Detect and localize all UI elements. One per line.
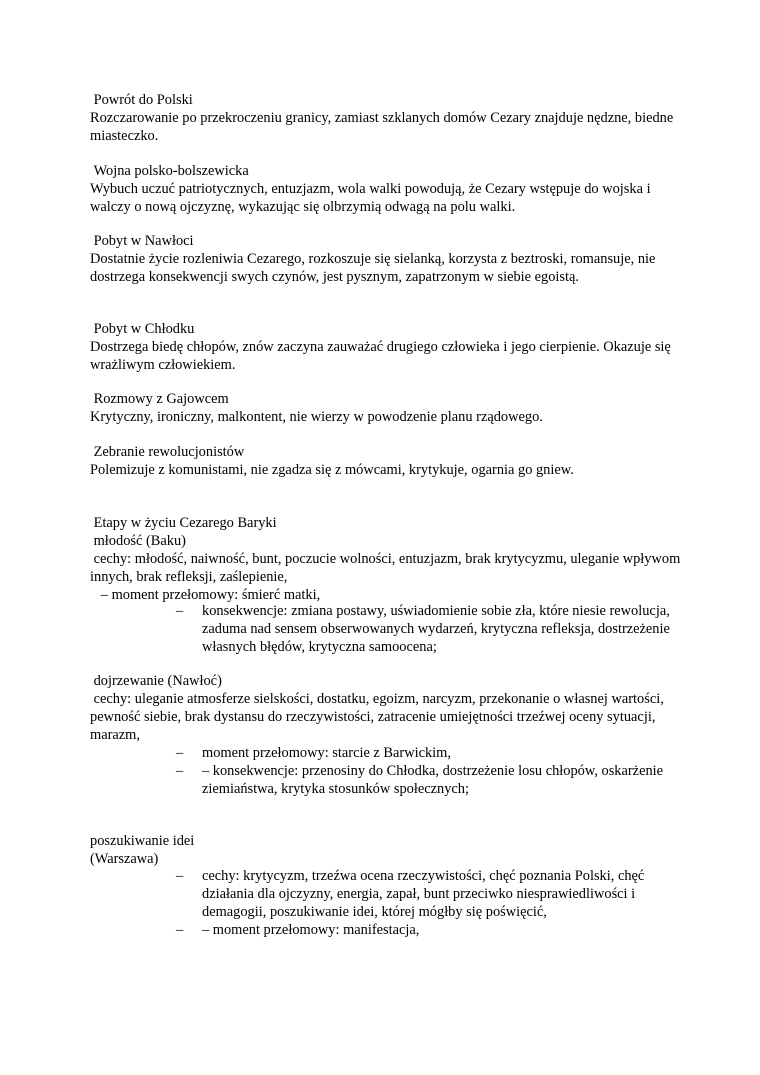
section-chlodek [90, 320, 690, 374]
list-item: – – konsekwencje: przenosiny do Chłodka, dostrzeżenie losu chłopów, oskarżenie ziemiaństwa, krytyka stosunków społecznych; [176, 763, 664, 797]
dash-bullet: – [176, 603, 184, 619]
stage1-bullets [176, 602, 676, 656]
section-powrot [90, 91, 690, 145]
section-heading: Wojna polsko-bolszewicka [90, 163, 249, 179]
section-body: Rozczarowanie po przekroczeniu granicy, zamiast szklanych domów Cezary znajduje nędzne, biedne miasteczko. [90, 110, 677, 144]
list-item: – konsekwencje: zmiana postawy, uświadomienie sobie zła, które niesie rewolucja, zaduma nad sensem obserwowanych wydarzeń, krytyczna refleksja, dostrzeżenie własnych błędów, krytyczna samoocena; [176, 603, 670, 655]
section-heading: Pobyt w Chłodku [90, 321, 195, 337]
dash-bullet: – [176, 922, 184, 938]
section-heading: Powrót do Polski [90, 92, 193, 108]
section-heading: Pobyt w Nawłoci [90, 233, 194, 249]
section-body: Dostrzega biedę chłopów, znów zaczyna zauważać drugiego człowieka i jego cierpienie. Okazuje się wrażliwym człowiekiem. [90, 339, 675, 373]
stage3-name: poszukiwanie idei [90, 833, 195, 849]
section-nawloc [90, 232, 690, 286]
stage3-block [90, 832, 690, 868]
dash-bullet: – [176, 763, 184, 779]
section-wojna [90, 162, 690, 216]
stage3-place: (Warszawa) [90, 851, 159, 867]
stage2-bullets [176, 744, 676, 798]
stage1-traits: cechy: młodość, naiwność, bunt, poczucie wolności, entuzjazm, brak krytycyzmu, uleganie wpływom innych, brak refleksji, zaślepienie, [90, 551, 684, 585]
section-body: Wybuch uczuć patriotycznych, entuzjazm, wola walki powodują, że Cezary wstępuje do wojska i walczy o nową ojczyznę, wykazując się olbrzymią odwagą na polu walki. [90, 181, 655, 215]
stage2-block [90, 672, 690, 744]
section-gajowiec [90, 390, 690, 426]
section-body: Krytyczny, ironiczny, malkontent, nie wierzy w powodzenie planu rządowego. [90, 409, 543, 425]
list-item: – cechy: krytycyzm, trzeźwa ocena rzeczywistości, chęć poznania Polski, chęć działania dla ojczyzny, energia, zapał, bunt przeciwko niesprawiedliwości i demagogii, poszukiwanie idei, której mógłby się poświęcić, [176, 868, 645, 920]
etapy-title: Etapy w życiu Cezarego Baryki [90, 515, 277, 531]
stage2-name: dojrzewanie (Nawłoć) [90, 673, 222, 689]
stage1-name: młodość (Baku) [90, 533, 186, 549]
section-heading: Rozmowy z Gajowcem [90, 391, 229, 407]
etapy-block [90, 514, 690, 604]
dash-bullet: – [176, 745, 184, 761]
section-body: Polemizuje z komunistami, nie zgadza się z mówcami, krytykuje, ogarnia go gniew. [90, 462, 574, 478]
dash-bullet: – [176, 868, 184, 884]
section-body: Dostatnie życie rozleniwia Cezarego, rozkoszuje się sielanką, korzysta z beztroski, romansuje, nie dostrzega konsekwencji swych czynów, jest pysznym, zapatrzonym w siebie egoistą. [90, 251, 660, 285]
stage2-traits: cechy: uleganie atmosferze sielskości, dostatku, egoizm, narcyzm, przekonanie o własnej wartości, pewność siebie, brak dystansu do rzeczywistości, zatracenie umiejętności trzeźwej oceny sytuacji, marazm, [90, 691, 668, 743]
list-item: – moment przełomowy: starcie z Barwickim, [176, 745, 451, 761]
stage1-moment: – moment przełomowy: śmierć matki, [90, 587, 321, 603]
section-zebranie [90, 443, 690, 479]
section-heading: Zebranie rewolucjonistów [90, 444, 245, 460]
list-item: – – moment przełomowy: manifestacja, [176, 922, 420, 938]
stage3-bullets [176, 867, 676, 939]
